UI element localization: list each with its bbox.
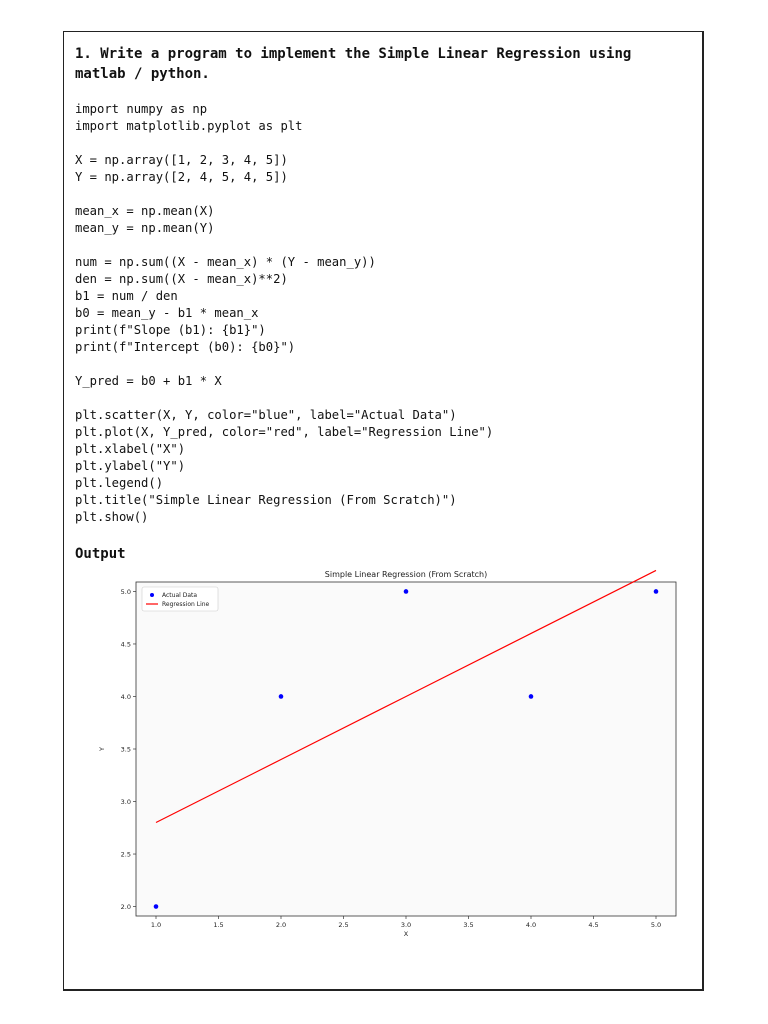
code-line: print(f"Slope (b1): {b1}") <box>75 323 266 337</box>
code-line: den = np.sum((X - mean_x)**2) <box>75 272 288 286</box>
data-point <box>529 694 534 699</box>
code-line: mean_y = np.mean(Y) <box>75 221 215 235</box>
x-tick-label: 3.0 <box>400 921 412 929</box>
code-line: print(f"Intercept (b0): {b0}") <box>75 340 296 354</box>
y-tick-label: 2.5 <box>120 850 131 859</box>
data-point <box>404 589 409 594</box>
code-line: plt.show() <box>75 510 149 524</box>
code-block <box>75 101 493 526</box>
page-frame <box>63 31 704 991</box>
code-line: X = np.array([1, 2, 3, 4, 5]) <box>75 153 288 167</box>
y-tick-label: 3.5 <box>120 745 131 754</box>
regression-chart <box>76 566 696 941</box>
code-line: plt.plot(X, Y_pred, color="red", label="Regression Line") <box>75 425 494 439</box>
code-line: import matplotlib.pyplot as plt <box>75 119 303 133</box>
x-tick-label: 3.5 <box>463 921 474 929</box>
x-tick-label: 2.0 <box>275 921 287 929</box>
code-line: plt.title("Simple Linear Regression (From Scratch)") <box>75 493 457 507</box>
x-tick-label: 1.5 <box>213 921 224 929</box>
y-tick-label: 2.0 <box>120 902 131 911</box>
y-tick-label: 3.0 <box>120 797 131 806</box>
code-line: mean_x = np.mean(X) <box>75 204 215 218</box>
data-point <box>654 589 659 594</box>
legend-marker-scatter <box>150 593 154 597</box>
code-line: plt.xlabel("X") <box>75 442 186 456</box>
y-tick-label: 4.0 <box>120 692 131 701</box>
y-tick-label: 5.0 <box>120 587 131 596</box>
output-heading: Output <box>75 546 126 562</box>
code-line: plt.scatter(X, Y, color="blue", label="Actual Data") <box>75 408 457 422</box>
code-line: Y = np.array([2, 4, 5, 4, 5]) <box>75 170 288 184</box>
x-tick-label: 5.0 <box>650 921 662 929</box>
x-axis-label: X <box>403 930 409 938</box>
code-line: plt.legend() <box>75 476 164 490</box>
question-heading: 1. Write a program to implement the Simple Linear Regression using matlab / python. <box>75 46 632 82</box>
code-line: b1 = num / den <box>75 289 178 303</box>
x-tick-label: 1.0 <box>150 921 162 929</box>
code-line: plt.ylabel("Y") <box>75 459 186 473</box>
code-line: Y_pred = b0 + b1 * X <box>75 374 222 388</box>
legend-entry: Actual Data <box>162 592 198 600</box>
code-line: num = np.sum((X - mean_x) * (Y - mean_y)) <box>75 255 376 269</box>
y-axis-label: Y <box>98 747 106 751</box>
data-point <box>279 694 284 699</box>
y-tick-label: 4.5 <box>120 640 131 649</box>
x-tick-label: 4.0 <box>525 921 537 929</box>
legend-entry: Regression Line <box>162 601 210 609</box>
plot-area <box>136 582 676 916</box>
chart-title: Simple Linear Regression (From Scratch) <box>324 570 488 579</box>
code-line: import numpy as np <box>75 102 208 116</box>
chart-svg <box>76 566 696 941</box>
data-point <box>154 904 159 909</box>
x-tick-label: 4.5 <box>588 921 599 929</box>
x-tick-label: 2.5 <box>338 921 349 929</box>
code-line: b0 = mean_y - b1 * mean_x <box>75 306 259 320</box>
